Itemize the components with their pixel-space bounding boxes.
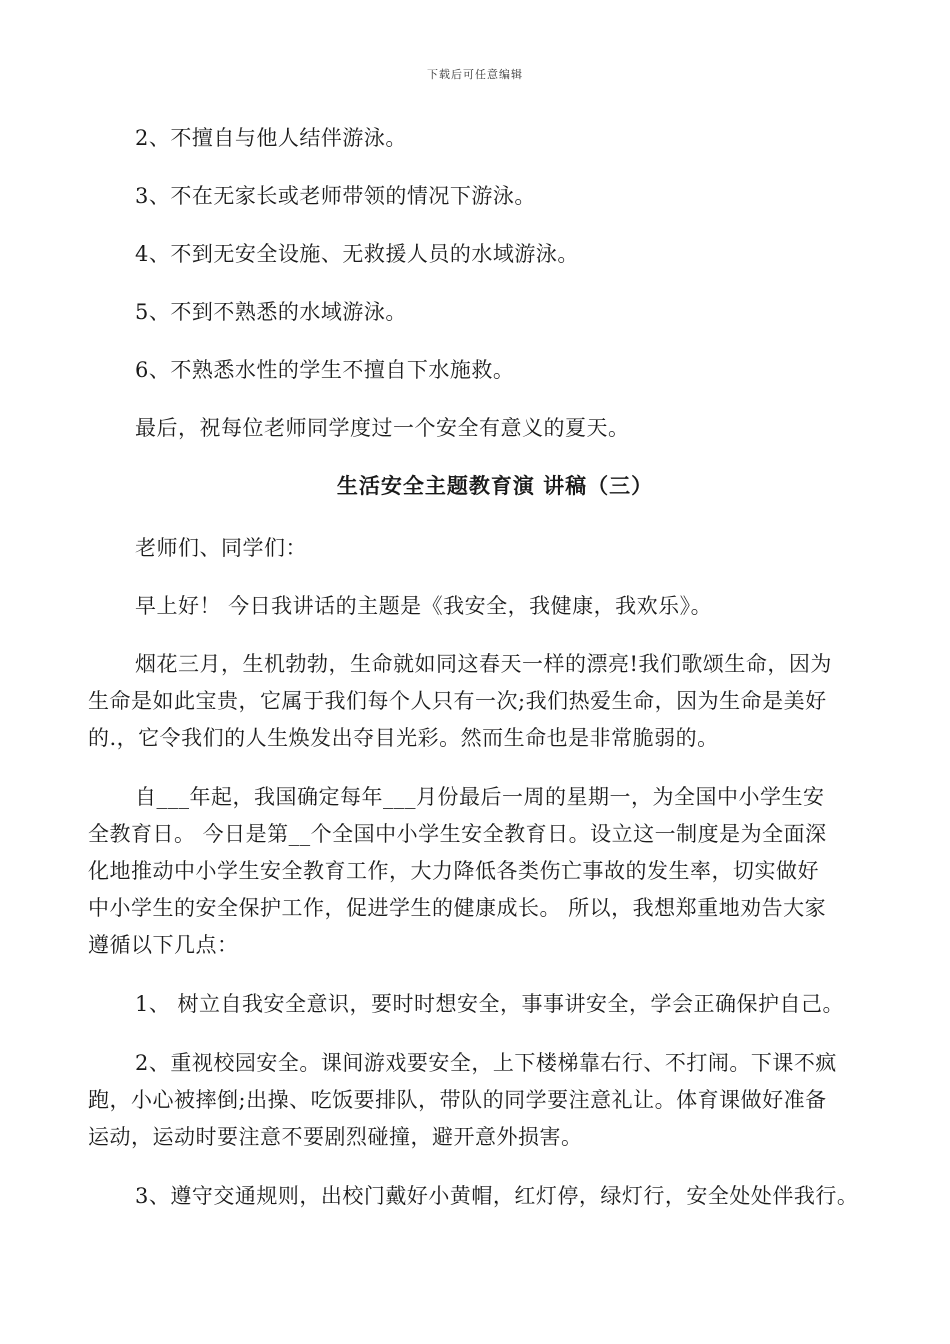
opening-line: 早上好！ 今日我讲话的主题是《我安全，我健康，我欢乐》。	[135, 594, 713, 618]
paragraph-line: 遵循以下几点：	[88, 933, 239, 957]
paragraph-line: 的.，它令我们的人生焕发出夺目光彩。然而生命也是非常脆弱的。	[88, 726, 719, 750]
paragraph-1	[88, 646, 832, 757]
list-item: 3、不在无家长或老师带领的情况下游泳。	[135, 184, 536, 208]
closing-line: 最后，祝每位老师同学度过一个安全有意义的夏天。	[135, 416, 630, 440]
paragraph-line: 化地推动中小学生安全教育工作，大力降低各类伤亡事故的发生率，切实做好	[88, 859, 819, 883]
paragraph-line: 生命是如此宝贵，它属于我们每个人只有一次;我们热爱生命，因为生命是美好	[88, 689, 827, 713]
list-item: 4、不到无安全设施、无救援人员的水域游泳。	[135, 242, 579, 266]
page-header: 下载后可任意编辑	[427, 68, 523, 81]
section-title: 生活安全主题教育演 讲稿（三）	[336, 474, 654, 498]
point-1: 1、 树立自我安全意识，要时时想安全，事事讲安全，学会正确保护自己。	[135, 992, 845, 1016]
paragraph-line: 全教育日。 今日是第__个全国中小学生安全教育日。设立这一制度是为全面深	[88, 822, 827, 846]
paragraph-line: 自___年起，我国确定每年___月份最后一周的星期一，为全国中小学生安	[135, 785, 825, 809]
list-item: 6、不熟悉水性的学生不擅自下水施救。	[135, 358, 515, 382]
paragraph-line: 跑，小心被摔倒;出操、吃饭要排队，带队的同学要注意礼让。体育课做好准备	[88, 1088, 827, 1112]
list-item: 5、不到不熟悉的水域游泳。	[135, 300, 407, 324]
point-2	[88, 1045, 837, 1156]
paragraph-line: 中小学生的安全保护工作，促进学生的健康成长。 所以，我想郑重地劝告大家	[88, 896, 827, 920]
paragraph-line: 烟花三月，生机勃勃，生命就如同这春天一样的漂亮!我们歌颂生命，因为	[135, 652, 832, 676]
paragraph-line: 运动，运动时要注意不要剧烈碰撞，避开意外损害。	[88, 1125, 583, 1149]
point-3: 3、遵守交通规则，出校门戴好小黄帽，红灯停，绿灯行，安全处处伴我行。	[135, 1184, 859, 1208]
paragraph-2	[88, 779, 827, 964]
greeting: 老师们、同学们：	[135, 536, 307, 560]
list-item: 2、不擅自与他人结伴游泳。	[135, 126, 407, 150]
paragraph-line: 2、重视校园安全。课间游戏要安全，上下楼梯靠右行、不打闹。下课不疯	[135, 1051, 837, 1075]
